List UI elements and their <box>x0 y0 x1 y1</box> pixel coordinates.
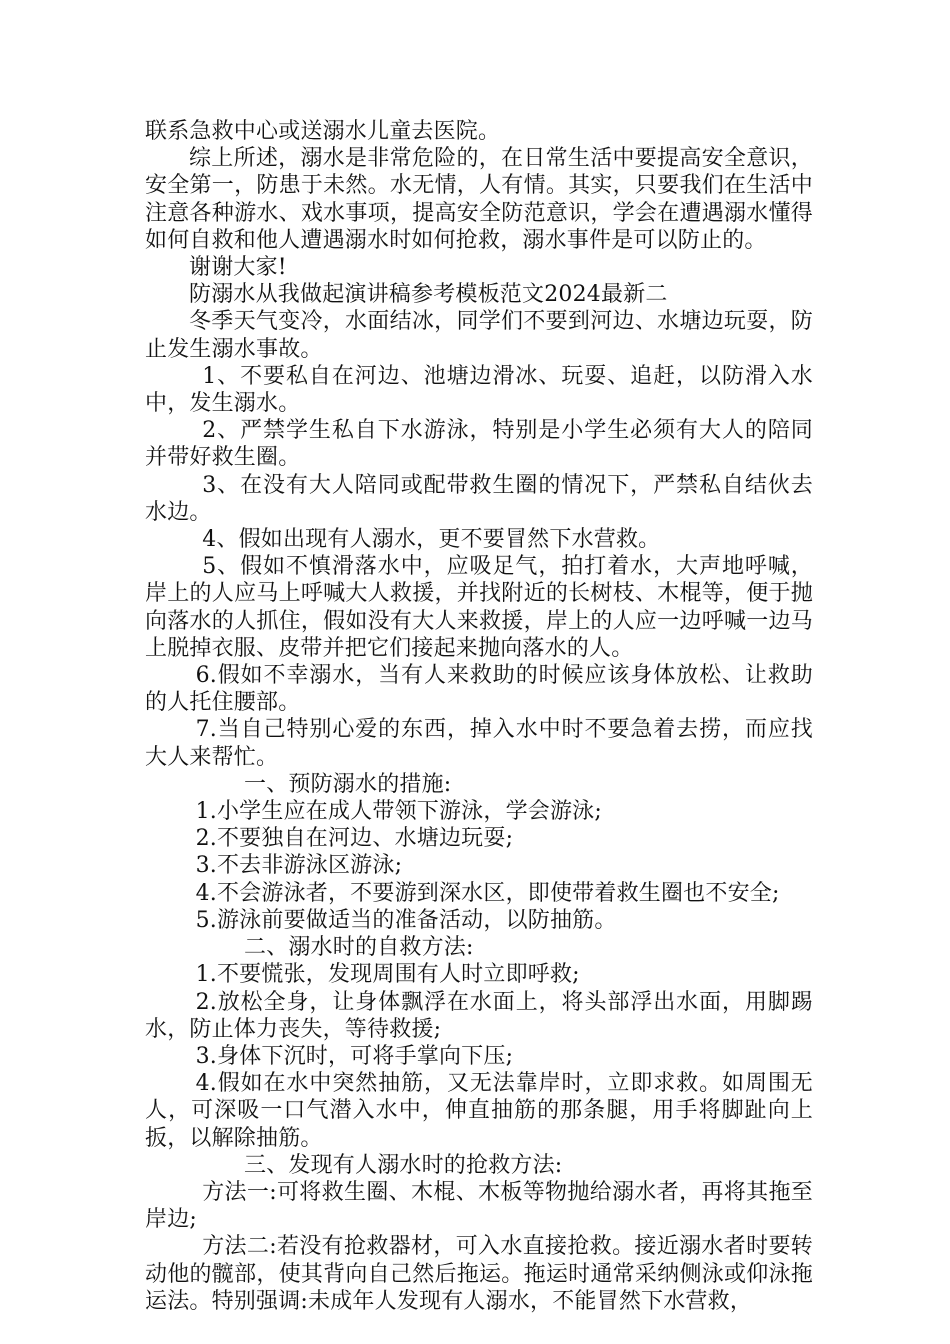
paragraph: 联系急救中心或送溺水儿童去医院。 <box>145 119 501 144</box>
document-body <box>145 118 813 1315</box>
list-item: 1.不要慌张，发现周围有人时立即呼救; <box>195 962 580 988</box>
list-item: 6.假如不幸溺水，当有人来救助的时候应该身体放松、让救助的人托住腰部。 <box>145 663 813 716</box>
list-item: 5、假如不慎滑落水中，应吸足气，拍打着水，大声地呼喊，岸上的人应马上呼喊大人救援，并找附近的长树枝、木棍等，便于抛向落水的人抓住，假如没有大人来救援，岸上的人应一边呼喊一边马上脱掉衣服、皮带并把它们接起来抛向落水的人。 <box>145 554 813 661</box>
paragraph: 冬季天气变冷，水面结冰，同学们不要到河边、水塘边玩耍，防止发生溺水事故。 <box>145 309 813 362</box>
list-item: 2.放松全身，让身体飘浮在水面上，将头部浮出水面，用脚踢水，防止体力丧失，等待救援; <box>145 989 813 1042</box>
list-item: 方法一:可将救生圈、木棍、木板等物抛给溺水者，再将其拖至岸边; <box>145 1179 813 1233</box>
list-item: 2、严禁学生私自下水游泳，特别是小学生必须有大人的陪同并带好救生圈。 <box>145 418 813 471</box>
section-title: 防溺水从我做起演讲稿参考模板范文2024最新二 <box>189 282 668 308</box>
list-item: 3.身体下沉时，可将手掌向下压; <box>195 1043 514 1069</box>
list-item: 3.不去非游泳区游泳; <box>195 853 403 879</box>
list-item: 1、不要私自在河边、池塘边滑冰、玩耍、追赶，以防滑入水中，发生溺水。 <box>145 363 813 417</box>
paragraph: 综上所述，溺水是非常危险的，在日常生活中要提高安全意识，安全第一，防患于未然。水无情，人有情。其实，只要我们在生活中注意各种游水、戏水事项，提高安全防范意识，学会在遭遇溺水懂得如何自救和他人遭遇溺水时如何抢救，溺水事件是可以防止的。 <box>145 146 813 253</box>
section-heading: 一、预防溺水的措施: <box>244 771 452 797</box>
paragraph: 谢谢大家! <box>189 255 287 281</box>
list-item: 4.不会游泳者，不要游到深水区，即使带着救生圈也不安全; <box>195 880 780 906</box>
section-heading: 二、溺水时的自救方法: <box>244 935 474 961</box>
list-item: 3、在没有大人陪同或配带救生圈的情况下，严禁私自结伙去水边。 <box>145 472 813 525</box>
list-item: 4、假如出现有人溺水，更不要冒然下水营救。 <box>202 527 661 553</box>
list-item: 7.当自己特别心爱的东西，掉入水中时不要急着去捞，而应找大人来帮忙。 <box>145 717 813 770</box>
list-item: 2.不要独自在河边、水塘边玩耍; <box>195 826 514 852</box>
section-heading: 三、发现有人溺水时的抢救方法: <box>244 1152 563 1178</box>
list-item: 5.游泳前要做适当的准备活动，以防抽筋。 <box>195 907 617 933</box>
list-item: 方法二:若没有抢救器材，可入水直接抢救。接近溺水者时要转动他的髋部，使其背向自己然后拖运。拖运时通常采纳侧泳或仰泳拖运法。特别强调:未成年人发现有人溺水，不能冒然下水营救， <box>145 1234 813 1314</box>
list-item: 4.假如在水中突然抽筋，又无法靠岸时，立即求救。如周围无人，可深吸一口气潜入水中，伸直抽筋的那条腿，用手将脚趾向上扳，以解除抽筋。 <box>145 1071 813 1151</box>
list-item: 1.小学生应在成人带领下游泳，学会游泳; <box>195 799 602 825</box>
